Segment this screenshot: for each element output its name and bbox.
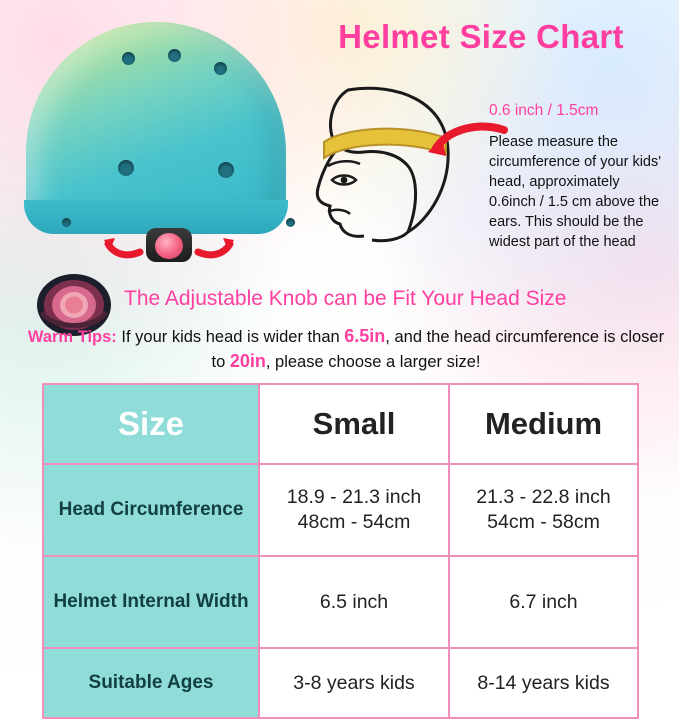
table-row — [43, 556, 638, 648]
table-header-row — [43, 384, 638, 464]
row-label-head-circumference: Head Circumference — [43, 464, 259, 556]
table-header-size: Size — [43, 384, 259, 464]
cell-suitable-ages-small: 3-8 years kids — [259, 648, 449, 718]
table-header-medium: Medium — [449, 384, 638, 464]
helmet-icon — [18, 14, 298, 264]
measure-note-body: Please measure the circumference of your kids' head, approximately 0.6inch / 1.5 cm above the ears. This should be the widest part of the head — [489, 134, 661, 250]
warm-tips-part3: , please choose a larger size! — [265, 353, 481, 371]
warm-tips-value2: 20in — [229, 351, 266, 371]
adjustable-knob-caption: The Adjustable Knob can be Fit Your Head Size — [124, 287, 567, 310]
cell-head-circumference-medium: 21.3 - 22.8 inch 54cm - 58cm — [449, 464, 638, 556]
table-row — [43, 464, 638, 556]
row-label-suitable-ages: Suitable Ages — [43, 648, 259, 718]
size-table — [42, 383, 639, 719]
measure-note-highlight: 0.6 inch / 1.5cm — [489, 102, 599, 119]
warm-tips-value1: 6.5in — [344, 326, 386, 346]
page-title: Helmet Size Chart — [338, 18, 624, 55]
warm-tips-part2: , and the head circumference is closer to — [211, 328, 665, 371]
row-label-helmet-internal-width: Helmet Internal Width — [43, 556, 259, 648]
cell-suitable-ages-medium: 8-14 years kids — [449, 648, 638, 718]
warm-tips-part1: If your kids head is wider than — [116, 328, 345, 346]
warm-tips — [26, 324, 666, 374]
table-header-small: Small — [259, 384, 449, 464]
warm-tips-label: Warm Tips: — [27, 328, 117, 346]
cell-head-circumference-small: 18.9 - 21.3 inch 48cm - 54cm — [259, 464, 449, 556]
table-row — [43, 648, 638, 718]
cell-helmet-internal-width-small: 6.5 inch — [259, 556, 449, 648]
cell-helmet-internal-width-medium: 6.7 inch — [449, 556, 638, 648]
rotation-arrows-icon — [18, 14, 298, 264]
